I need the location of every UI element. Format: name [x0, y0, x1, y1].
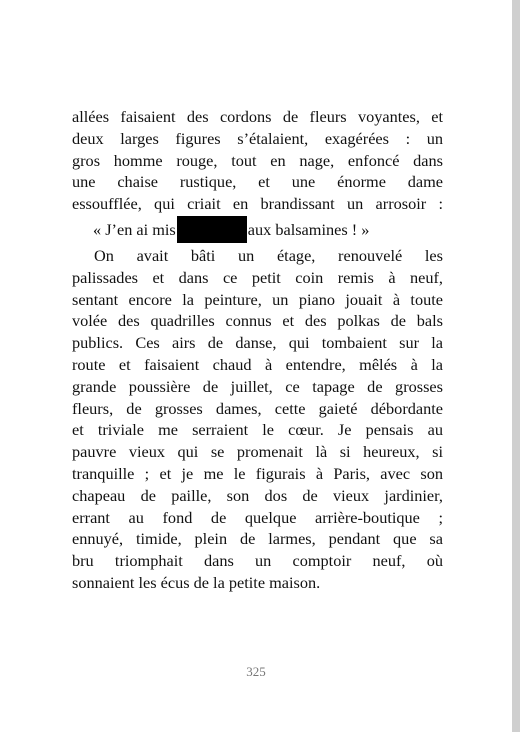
quote-end: aux balsamines ! » [247, 219, 370, 239]
text-line: fleurs, de grosses dames, cette gaieté débordante [72, 398, 443, 418]
quote-start: « J’en ai mis [93, 219, 176, 239]
paragraph-1 [72, 106, 443, 215]
body-text [72, 106, 443, 594]
text-line: une chaise rustique, et une énorme dame [72, 172, 443, 192]
text-line: bru triomphait dans un comptoir neuf, où [72, 551, 443, 571]
text-line: palissades et dans ce petit coin remis à neuf, [72, 267, 443, 287]
page-edge [512, 0, 520, 732]
text-line: volée des quadrilles connus et des polkas de bals [72, 311, 443, 331]
text-line: essoufflée, qui criait en brandissant un arrosoir : [72, 194, 443, 214]
text-line: ennuyé, timide, plein de larmes, pendant que sa [72, 529, 443, 549]
text-line: route et faisaient chaud à entendre, mêlés à la [72, 354, 443, 374]
paragraph-2 [72, 245, 443, 594]
quote-line [93, 216, 443, 243]
text-line: errant au fond de quelque arrière-boutique ; [72, 507, 443, 527]
text-line: deux larges figures s’étalaient, exagérées : un [72, 128, 443, 148]
text-line: gros homme rouge, tout en nage, enfoncé dans [72, 150, 443, 170]
text-line: tranquille ; et je me le figurais à Paris, avec son [72, 463, 443, 483]
page-number: 325 [246, 664, 266, 679]
redaction-box [177, 216, 247, 243]
text-line: chapeau de paille, son dos de vieux jardinier, [72, 485, 443, 505]
text-line: On avait bâti un étage, renouvelé les [94, 245, 443, 265]
text-line: grande poussière de juillet, ce tapage de grosses [72, 376, 443, 396]
text-line: sonnaient les écus de la petite maison. [72, 572, 321, 592]
text-line: sentant encore la peinture, un piano jouait à toute [72, 289, 443, 309]
text-line: allées faisaient des cordons de fleurs voyantes, et [72, 107, 443, 126]
text-line: pauvre vieux qui se promenait là si heureux, si [72, 442, 443, 462]
text-line: publics. Ces airs de danse, qui tombaient sur la [72, 333, 443, 353]
text-line: et triviale me serraient le cœur. Je pensais au [72, 420, 443, 440]
